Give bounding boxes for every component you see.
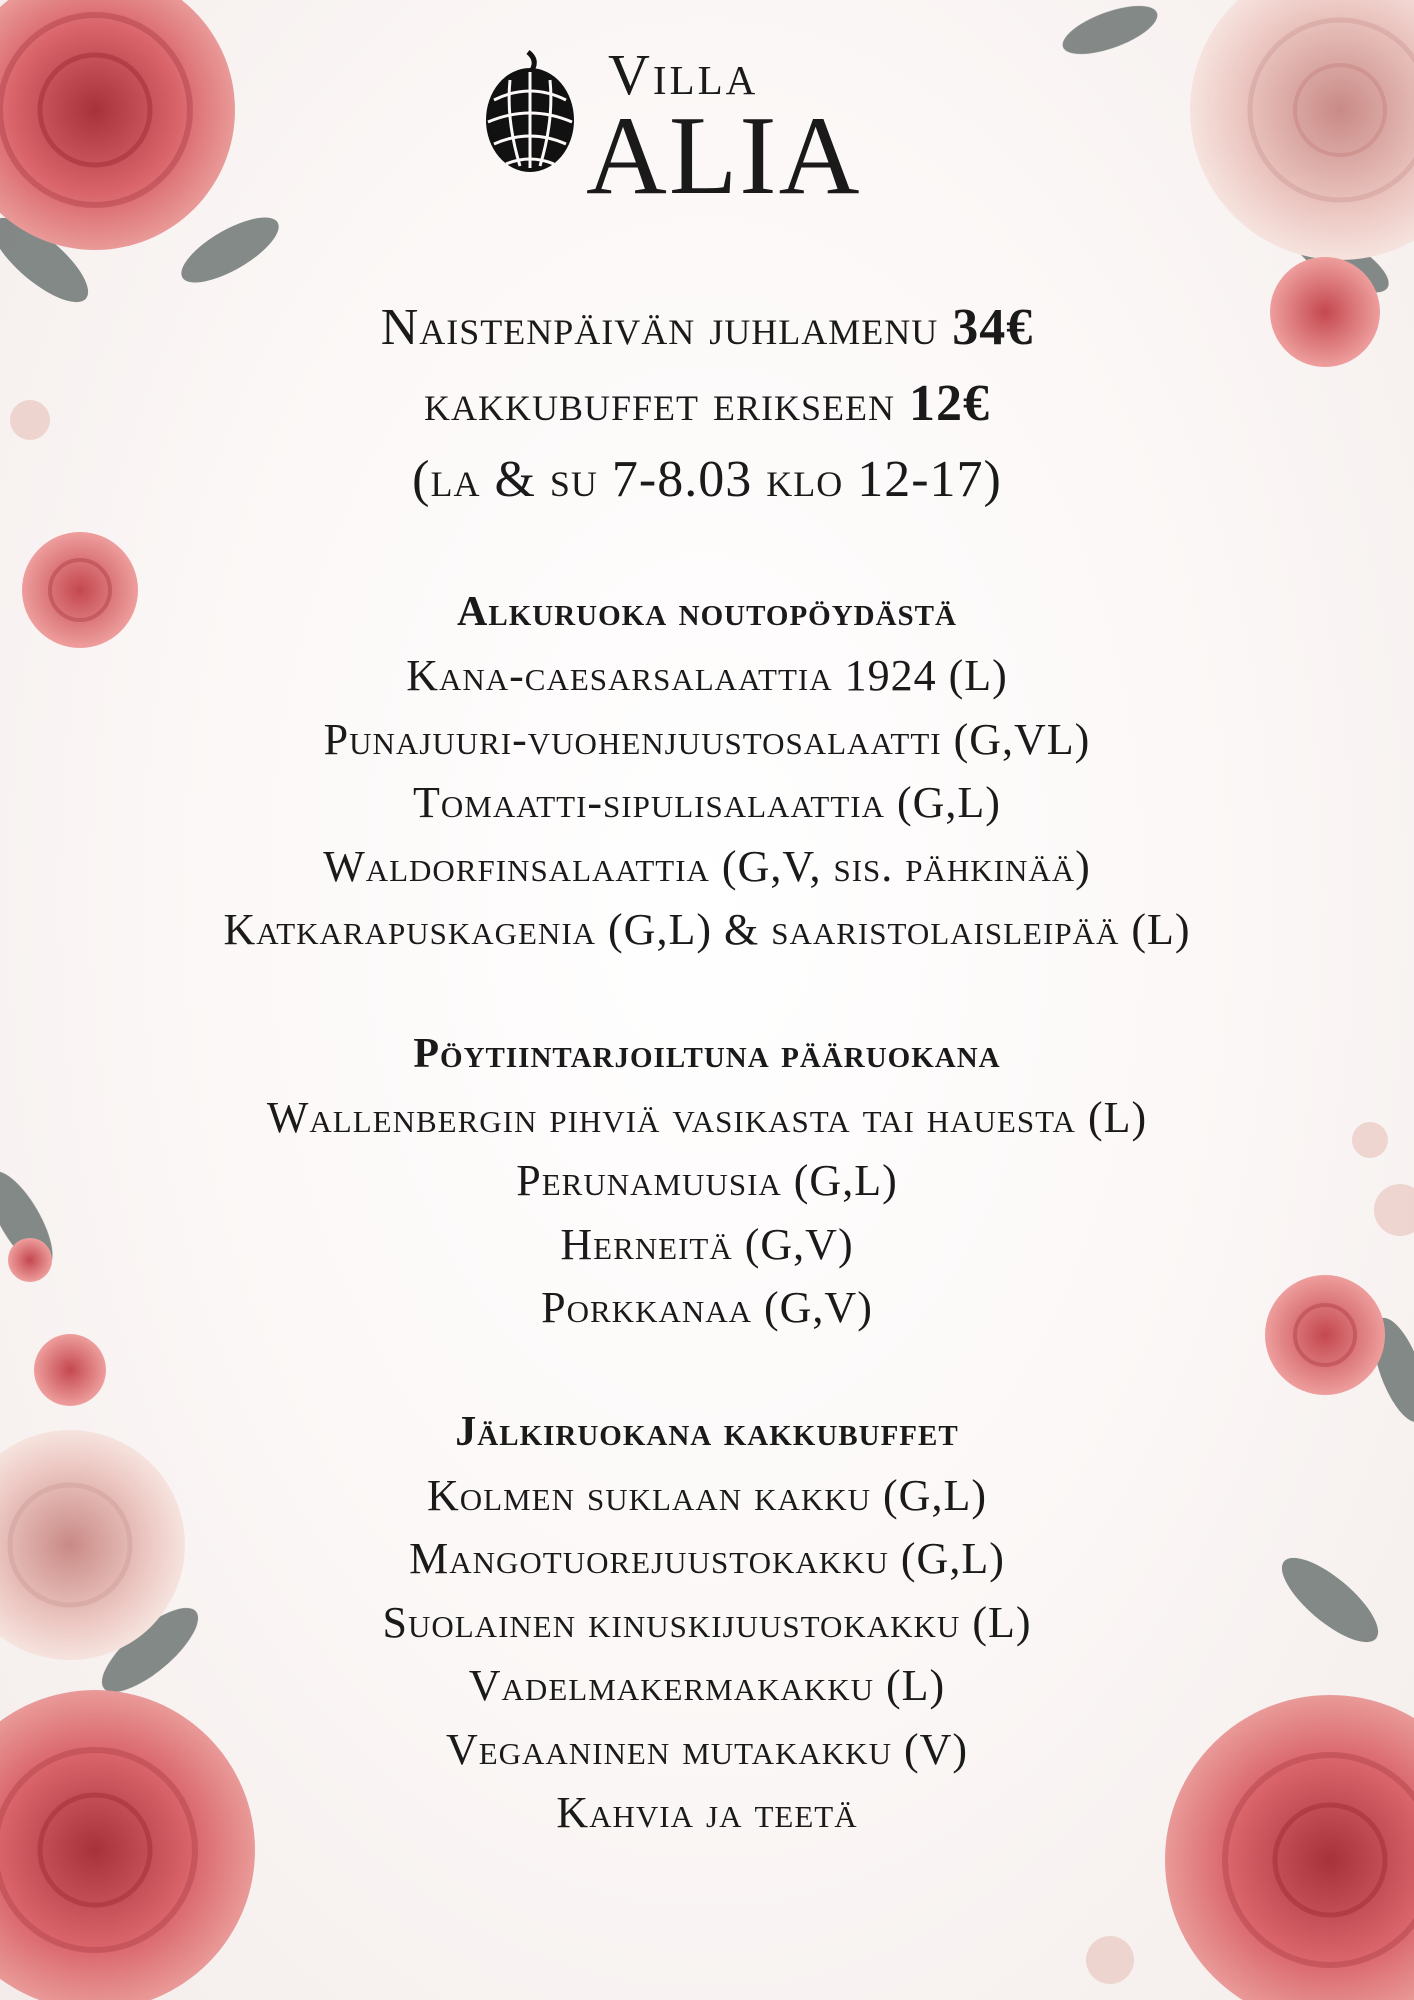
headline-line1 xyxy=(0,290,1414,366)
section-title: Alkuruoka noutopöydästä xyxy=(457,589,957,635)
menu-item: Kahvia ja teetä xyxy=(556,1788,858,1837)
section-dessert xyxy=(0,1400,1414,1845)
menu-item: Perunamuusia (G,L) xyxy=(516,1156,898,1205)
headline-title: Naistenpäivän juhlamenu xyxy=(380,299,953,356)
cake-buffet-price: 12€ xyxy=(909,375,990,432)
menu-item: Wallenbergin pihviä vasikasta tai hauesta (L) xyxy=(266,1092,1148,1142)
pinecone-icon xyxy=(480,50,580,180)
section-main-course xyxy=(0,1022,1414,1340)
menu-item: Punajuuri-vuohenjuustosalaatti (G,VL) xyxy=(323,714,1091,764)
section-title: Jälkiruokana kakkubuffet xyxy=(455,1408,959,1455)
menu-item: Vadelmakermakakku (L) xyxy=(468,1661,946,1710)
menu-item: Waldorfinsalaattia (G,V, sis. pähkinää) xyxy=(323,841,1091,891)
brand-name-line1: Villa xyxy=(608,42,759,107)
headline-line2 xyxy=(0,366,1414,442)
headline-dates: (la & su 7-8.03 klo 12-17) xyxy=(412,451,1002,508)
menu-item: Kolmen suklaan kakku (G,L) xyxy=(427,1470,987,1520)
menu-item: Katkarapuskagenia (G,L) & saaristolaisleipää (L) xyxy=(223,905,1191,954)
section-starters xyxy=(0,580,1414,962)
menu-item: Vegaaninen mutakakku (V) xyxy=(445,1724,969,1774)
menu-item: Mangotuorejuustokakku (G,L) xyxy=(409,1534,1005,1583)
menu-sections xyxy=(0,580,1414,1905)
brand-logo xyxy=(480,40,900,218)
menu-item: Kana-caesarsalaattia 1924 (L) xyxy=(406,651,1008,700)
menu-item: Suolainen kinuskijuustokakku (L) xyxy=(382,1597,1032,1647)
cake-buffet-label: kakkubuffet erikseen xyxy=(423,375,909,432)
section-title: Pöytiintarjoiltuna pääruokana xyxy=(413,1030,1001,1077)
menu-item: Porkkanaa (G,V) xyxy=(541,1283,873,1332)
menu-headline xyxy=(0,290,1414,518)
brand-name-line2: ALIA xyxy=(586,94,862,218)
menu-item: Herneitä (G,V) xyxy=(560,1219,854,1269)
menu-item: Tomaatti-sipulisalaattia (G,L) xyxy=(413,778,1001,827)
menu-price: 34€ xyxy=(952,299,1034,356)
